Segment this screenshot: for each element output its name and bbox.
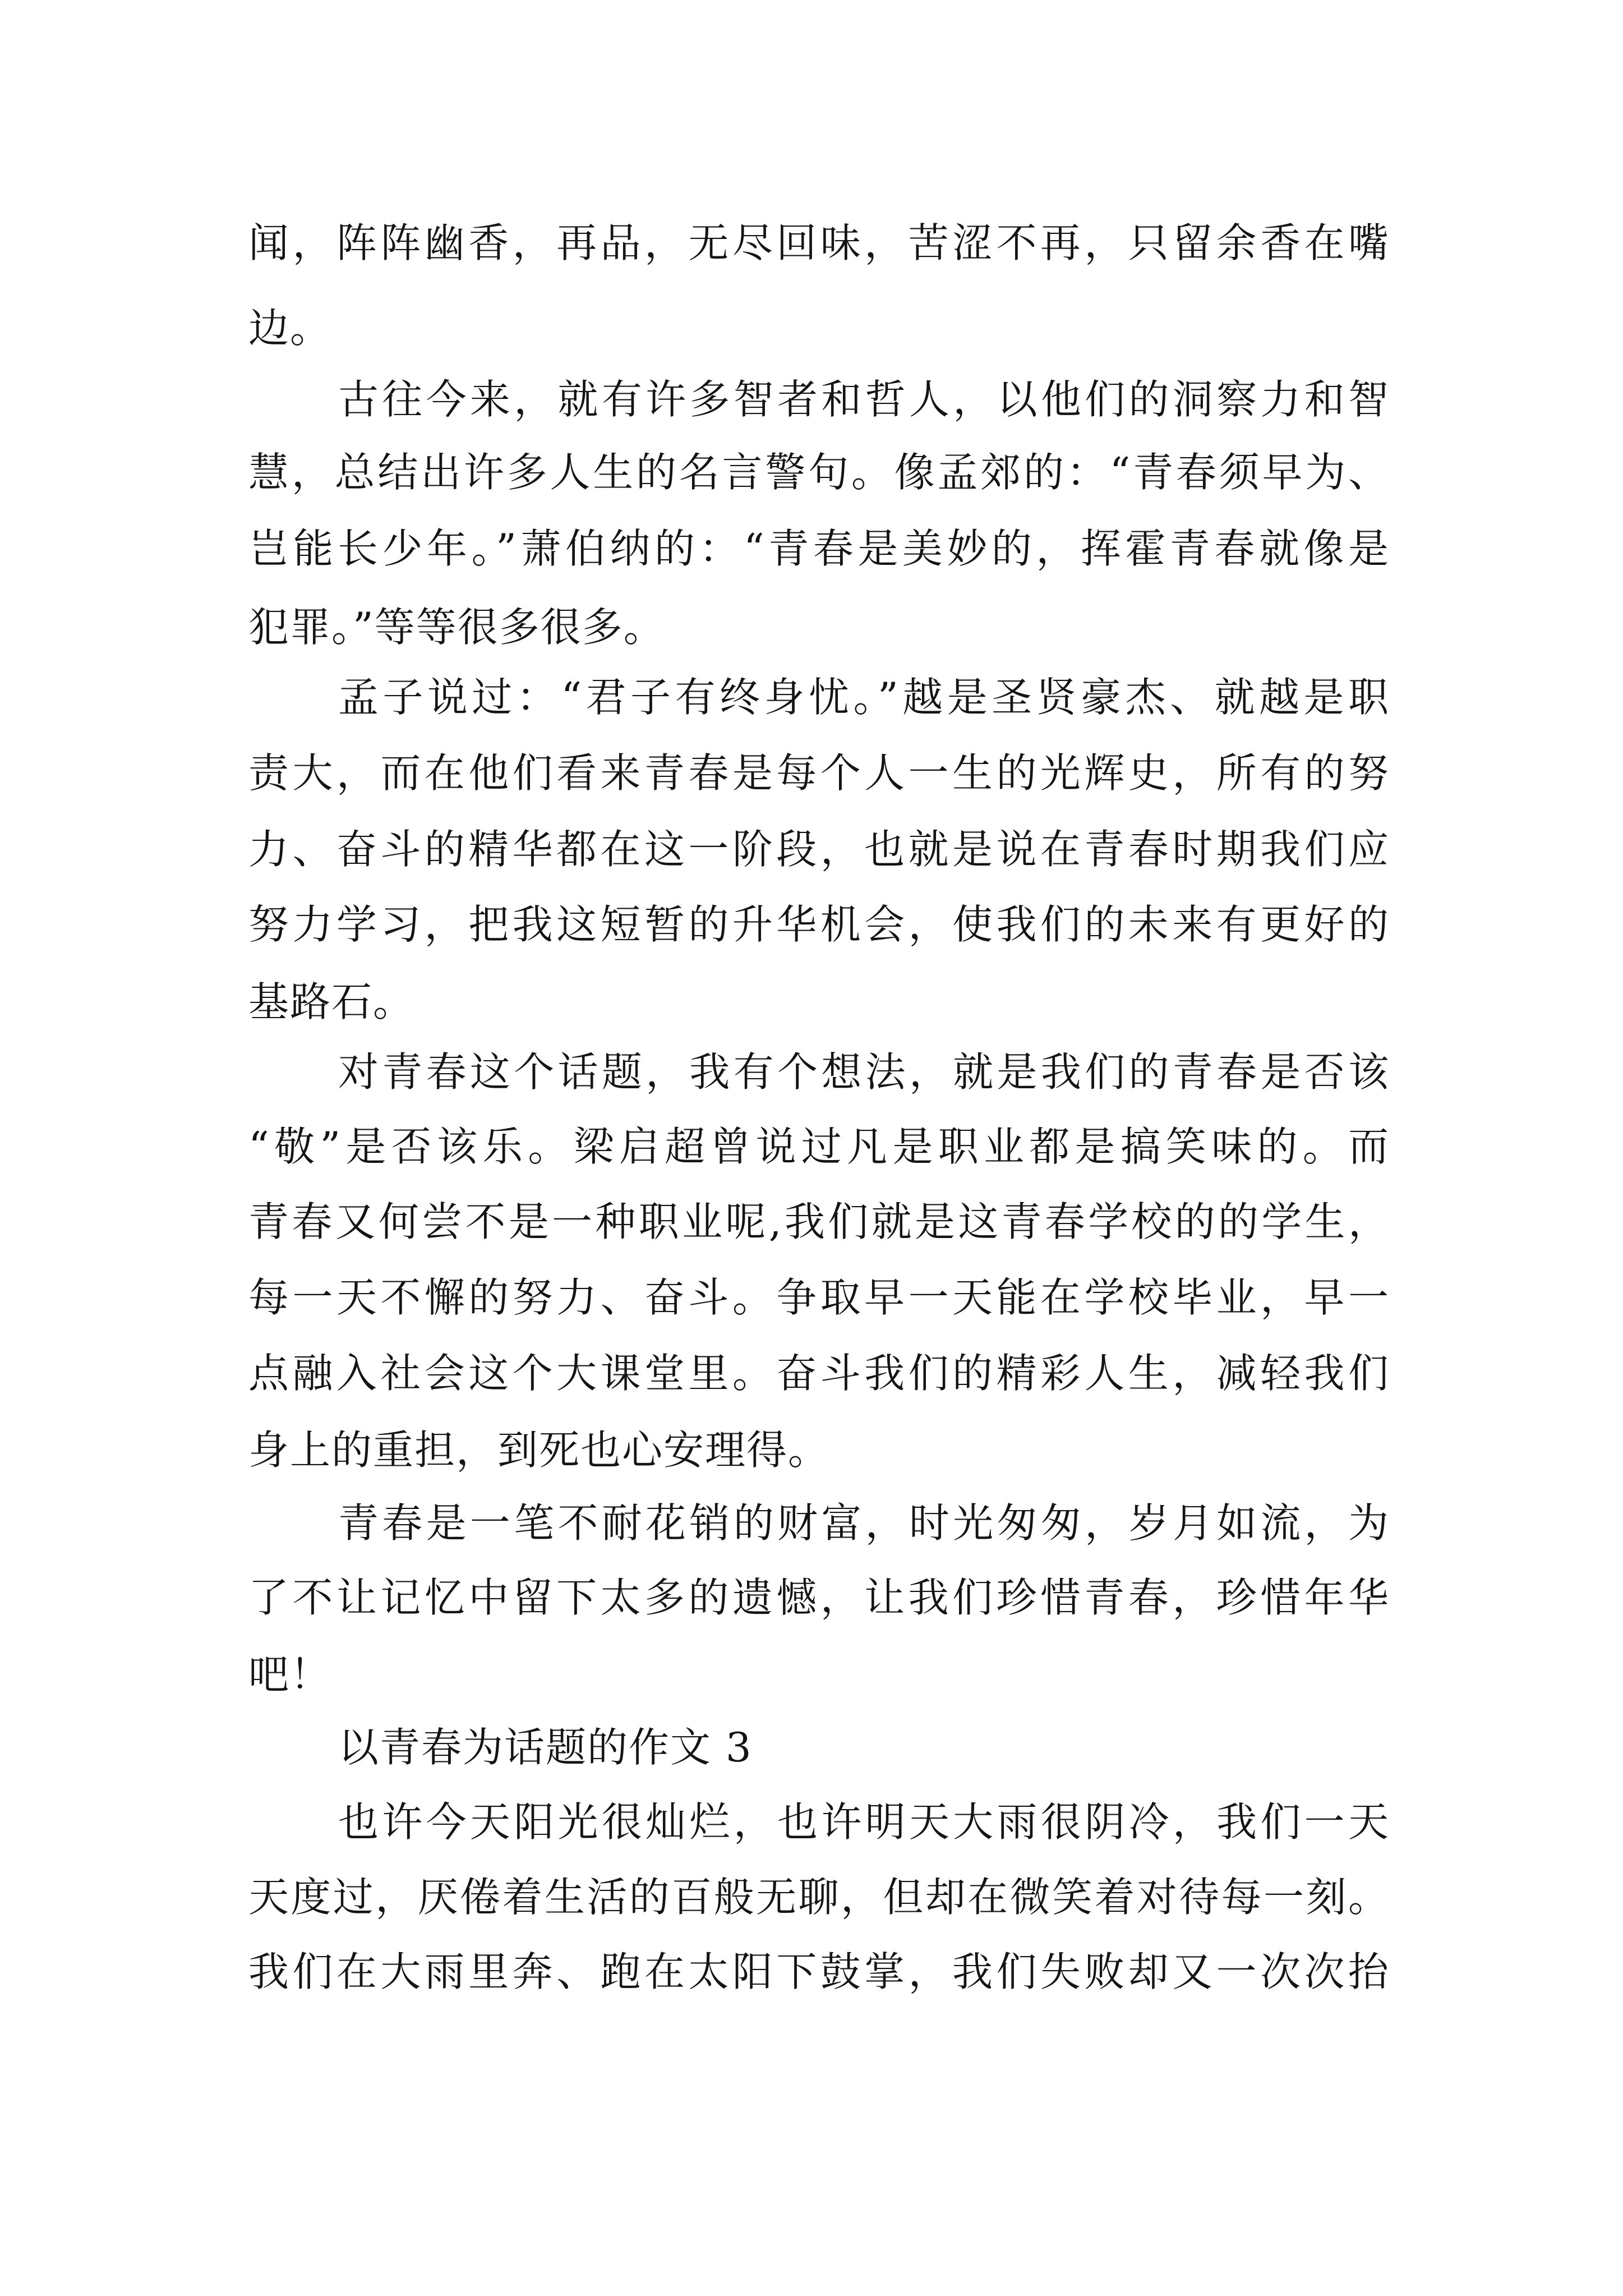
text-line: 也许今天阳光很灿烂，也许明天大雨很阴冷，我们一天 [338,1798,1390,1846]
text-line: 天度过，厌倦着生活的百般无聊，但却在微笑着对待每一刻。 [248,1874,1390,1921]
text-line: 每一天不懈的努力、奋斗。争取早一天能在学校毕业，早一 [248,1274,1390,1321]
text-line: 点融入社会这个大课堂里。奋斗我们的精彩人生，减轻我们 [248,1350,1390,1397]
text-line: 基路石。 [248,978,415,1025]
text-line: 古往今来，就有许多智者和哲人，以他们的洞察力和智 [338,376,1390,423]
text-line: 我们在大雨里奔、跑在太阳下鼓掌，我们失败却又一次次抬 [248,1948,1390,1995]
text-line: 责大，而在他们看来青春是每个人一生的光辉史，所有的努 [248,749,1390,797]
text-line: 犯罪。”等等很多很多。 [248,604,665,651]
text-line: “敬”是否该乐。梁启超曾说过凡是职业都是搞笑味的。而 [248,1123,1390,1170]
text-line: 力、奋斗的精华都在这一阶段，也就是说在青春时期我们应 [248,826,1390,873]
text-line: 孟子说过：“君子有终身忧。”越是圣贤豪杰、就越是职 [338,674,1390,721]
text-line: 边。 [248,305,332,352]
section-heading: 以青春为话题的作文 3 [338,1724,753,1771]
text-line: 了不让记忆中留下太多的遗憾，让我们珍惜青春，珍惜年华 [248,1574,1390,1621]
text-line: 青春是一笔不耐花销的财富，时光匆匆，岁月如流，为 [338,1499,1390,1547]
text-line: 吧！ [248,1651,332,1698]
text-line: 对青春这个话题，我有个想法，就是我们的青春是否该 [338,1048,1390,1096]
text-line: 青春又何尝不是一种职业呢,我们就是这青春学校的的学生， [248,1198,1390,1245]
text-line: 岂能长少年。”萧伯纳的：“青春是美妙的，挥霍青春就像是 [248,525,1390,572]
text-line: 努力学习，把我这短暂的升华机会，使我们的未来有更好的 [248,901,1390,948]
text-line: 慧，总结出许多人生的名言警句。像孟郊的：“青春须早为、 [248,449,1390,496]
text-line: 闻，阵阵幽香，再品，无尽回味，苦涩不再，只留余香在嘴 [248,219,1390,266]
text-line: 身上的重担，到死也心安理得。 [248,1427,830,1474]
